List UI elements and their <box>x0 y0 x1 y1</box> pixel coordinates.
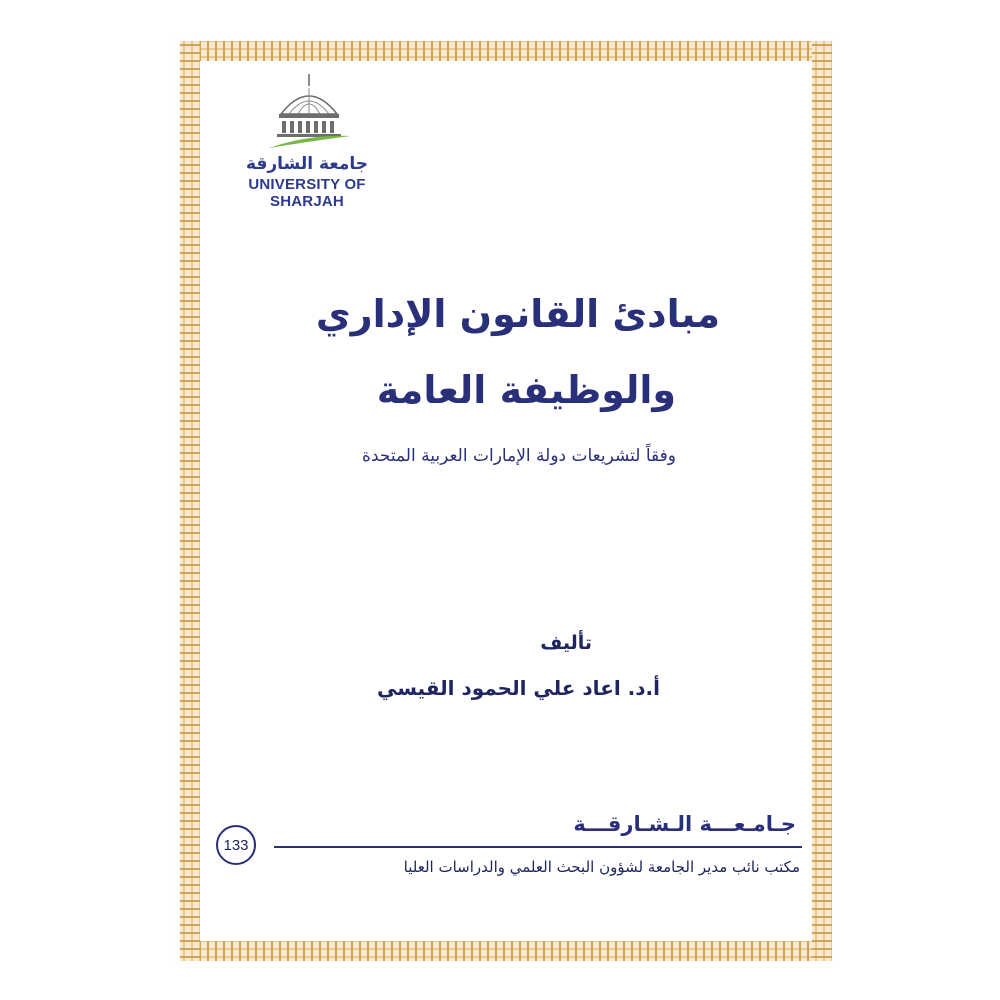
book-title-line-1: مبادئ القانون الإداري <box>315 292 720 336</box>
ornamental-border-top <box>180 41 832 61</box>
book-title-line-2: والوظيفة العامة <box>376 368 676 412</box>
ornamental-border-bottom <box>180 941 832 961</box>
university-logo <box>214 72 400 210</box>
author-name: أ.د. اعاد علي الحمود القيسي <box>376 676 660 700</box>
ornamental-border-right <box>812 41 832 961</box>
series-number-badge: 133 <box>216 825 256 865</box>
logo-arabic-name: جامعة الشارقة <box>245 154 369 174</box>
publisher-name: جـامـعـــة الـشـارقـــة <box>573 812 796 836</box>
ornamental-border-left <box>180 41 200 961</box>
author-label: تأليف <box>540 632 592 654</box>
publisher-office: مكتب نائب مدير الجامعة لشؤون البحث العلمي والدراسات العليا <box>403 858 800 876</box>
logo-english-name: UNIVERSITY OF SHARJAH <box>248 176 366 210</box>
divider-rule <box>274 846 802 848</box>
dome-icon <box>269 72 349 150</box>
book-subtitle: وفقاً لتشريعات دولة الإمارات العربية المتحدة <box>362 446 676 466</box>
